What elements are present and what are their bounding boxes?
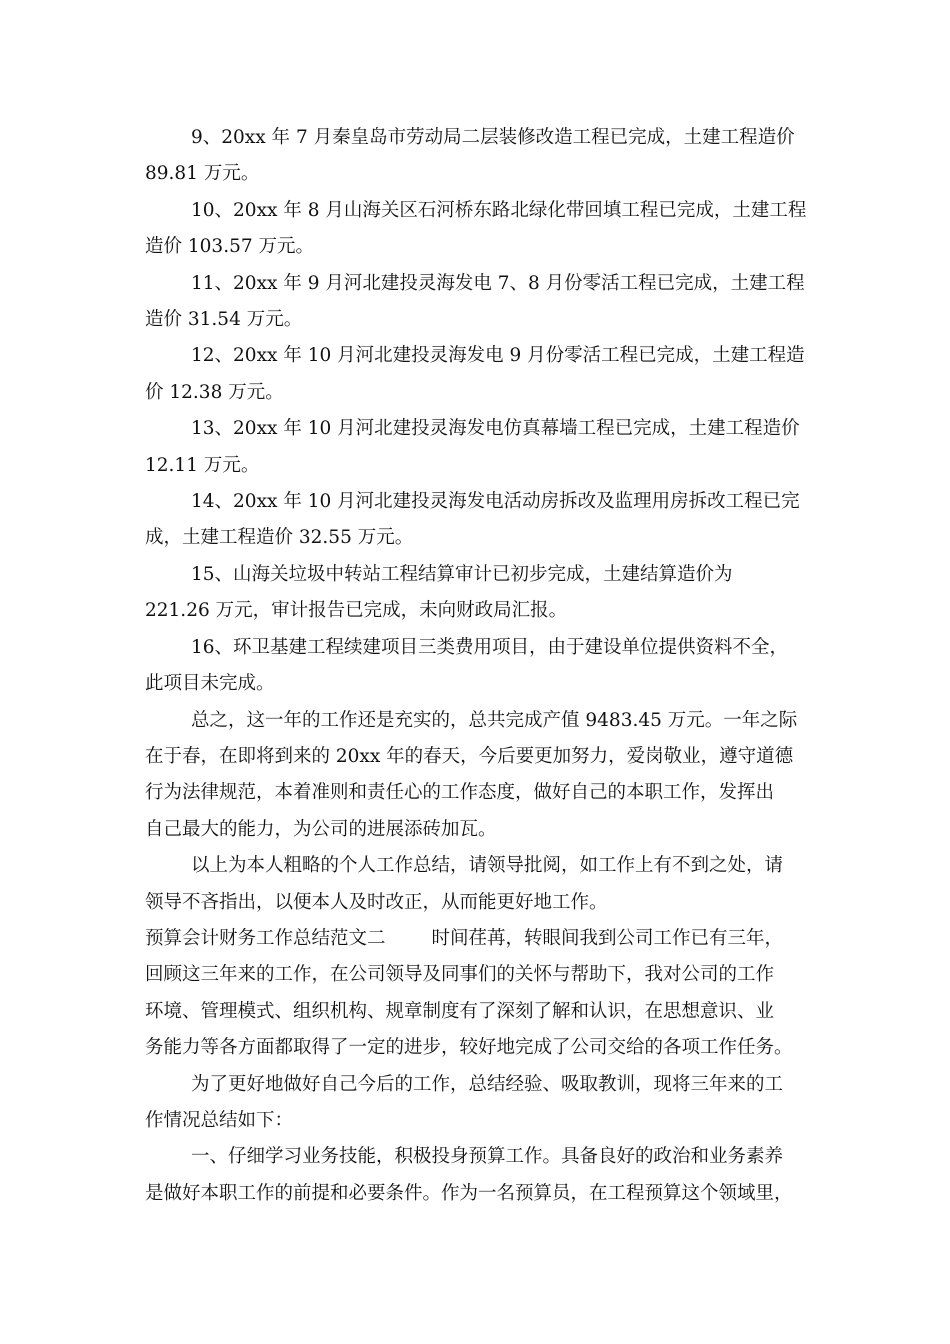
item-line: 12、20xx 年 10 月河北建投灵海发电 9 月份零活工程已完成，土建工程造 bbox=[191, 345, 805, 367]
item-16 bbox=[145, 630, 810, 703]
item-line: 12.11 万元。 bbox=[145, 454, 260, 476]
item-9 bbox=[145, 120, 810, 193]
item-line: 221.26 万元，审计报告已完成，未向财政局汇报。 bbox=[145, 600, 568, 622]
item-11 bbox=[145, 266, 810, 339]
item-13 bbox=[145, 411, 810, 484]
item-line: 14、20xx 年 10 月河北建投灵海发电活动房拆改及监理用房拆改工程已完 bbox=[191, 491, 800, 513]
item-15 bbox=[145, 557, 810, 630]
summary-paragraph bbox=[145, 703, 810, 849]
section-intro-line: 回顾这三年来的工作，在公司领导及同事们的关怀与帮助下，我对公司的工作 bbox=[145, 964, 775, 986]
summary-line: 在于春，在即将到来的 20xx 年的春天，今后要更加努力，爱岗敬业，遵守道德 bbox=[145, 745, 794, 767]
item-line: 造价 31.54 万元。 bbox=[145, 309, 303, 331]
plan-line: 为了更好地做好自己今后的工作，总结经验、吸取教训，现将三年来的工 bbox=[191, 1073, 784, 1095]
item-10 bbox=[145, 193, 810, 266]
closing-line: 领导不吝指出，以便本人及时改正，从而能更好地工作。 bbox=[145, 891, 608, 913]
section-intro-line: 环境、管理模式、组织机构、规章制度有了深刻了解和认识，在思想意识、业 bbox=[145, 1000, 775, 1022]
closing-line: 以上为本人粗略的个人工作总结，请领导批阅，如工作上有不到之处，请 bbox=[191, 855, 784, 877]
point-one-line: 是做好本职工作的前提和必要条件。作为一名预算员，在工程预算这个领域里， bbox=[145, 1182, 793, 1204]
item-line: 成，土建工程造价 32.55 万元。 bbox=[145, 527, 414, 549]
item-12 bbox=[145, 338, 810, 411]
closing-paragraph bbox=[145, 848, 810, 921]
item-14 bbox=[145, 484, 810, 557]
summary-line: 自己最大的能力，为公司的进展添砖加瓦。 bbox=[145, 818, 497, 840]
item-line: 16、环卫基建工程续建项目三类费用项目，由于建设单位提供资料不全， bbox=[191, 636, 789, 658]
section-title: 预算会计财务工作总结范文二 bbox=[145, 927, 386, 949]
document-body bbox=[145, 120, 810, 1212]
item-line: 13、20xx 年 10 月河北建投灵海发电仿真幕墙工程已完成，土建工程造价 bbox=[191, 418, 800, 440]
point-one-line: 一、仔细学习业务技能，积极投身预算工作。具备良好的政治和业务素养 bbox=[191, 1146, 784, 1168]
plan-line: 作情况总结如下： bbox=[145, 1109, 294, 1131]
section-intro-line: 务能力等各方面都取得了一定的进步，较好地完成了公司交给的各项工作任务。 bbox=[145, 1037, 793, 1059]
item-line: 10、20xx 年 8 月山海关区石河桥东路北绿化带回填工程已完成，土建工程 bbox=[191, 199, 807, 221]
item-line: 造价 103.57 万元。 bbox=[145, 236, 314, 258]
item-line: 11、20xx 年 9 月河北建投灵海发电 7、8 月份零活工程已完成，土建工程 bbox=[191, 272, 805, 294]
point-one-paragraph bbox=[145, 1139, 810, 1212]
summary-line: 行为法律规范，本着准则和责任心的工作态度，做好自己的本职工作，发挥出 bbox=[145, 782, 775, 804]
plan-paragraph bbox=[145, 1067, 810, 1140]
section-intro-first: 时间荏苒，转眼间我到公司工作已有三年， bbox=[431, 927, 784, 949]
section-two bbox=[145, 921, 810, 1067]
item-line: 15、山海关垃圾中转站工程结算审计已初步完成，土建结算造价为 bbox=[191, 563, 733, 585]
item-line: 价 12.38 万元。 bbox=[145, 381, 284, 403]
summary-line: 总之，这一年的工作还是充实的，总共完成产值 9483.45 万元。一年之际 bbox=[191, 709, 798, 731]
item-line: 9、20xx 年 7 月秦皇岛市劳动局二层装修改造工程已完成，土建工程造价 bbox=[191, 127, 795, 148]
item-line: 89.81 万元。 bbox=[145, 163, 260, 185]
item-line: 此项目未完成。 bbox=[145, 673, 275, 695]
section-title-line bbox=[145, 921, 810, 957]
